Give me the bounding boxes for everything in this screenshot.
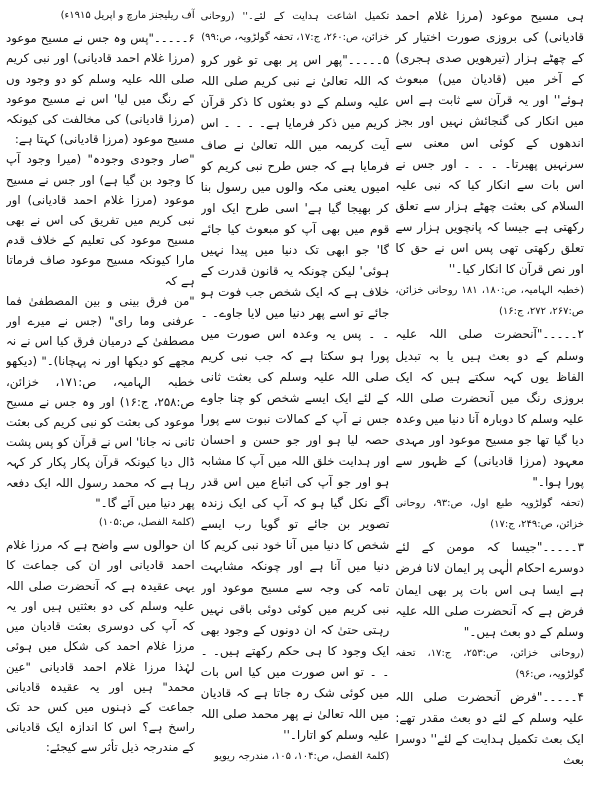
column-left <box>6 6 195 794</box>
column-middle <box>201 6 390 794</box>
reference-citation: (تحفہ گولڑویہ طبع اول، ص:۹۳، روحانی خزائن، ص:۲۴۹، ج:۱۷) <box>395 498 584 531</box>
text-paragraph: ۴۔۔۔۔۔"فرض آنحضرت صلی اللہ علیہ وسلم کے لئے دو بعث مقدر تھے: ایک بعث تکمیل ہدایت کے لئے'' دوسرا بعث <box>395 690 584 768</box>
reference-citation: (روحانی خزائن، ص:۲۵۳، ج:۱۷، تحفہ گولڑویہ، ص:۹۶) <box>395 647 584 680</box>
text-paragraph: ہی مسیح موعود (مرزا غلام احمد قادیانی) کی بروزی صورت اختیار کر کے چھٹے ہزار (تیرھویں صدی ہجری) کے آخر میں (قادیان میں) مبعوث ہوئے'' اور یہ قرآن سے ثابت ہے اس میں انکار کی گنجائش نہیں اور بجز اندھوں کے کوئی اس معنی سے سرنہیں پھیرتا۔ ۔ ۔ ۔ اور جس نے اس بات سے انکار کیا کہ نبی علیہ السلام کی بعثت چھٹے ہزار سے تعلق رکھتی ہے جیسا کہ پانچویں ہزار سے تعلق رکھتی تھی پس اس نے حق کا اور نص قرآن کا انکار کیا۔'' <box>395 9 584 277</box>
column-right <box>395 6 584 794</box>
text-paragraph: ۶۔۔۔۔۔"پس وہ جس نے مسیح موعود (مرزا غلام احمد قادیانی) اور نبی کریم صلی اللہ علیہ وسلم کو دو وجود وں کے رنگ میں لیا' اس نے مسیح موعود (مرزا قادیانی) کی مخالفت کی کیونکہ مسیح موعود (مرزا قادیانی) کہتا ہے: <box>5 31 195 147</box>
reference-citation: (کلمۃ الفصل، ص:۱۰۵) <box>98 517 195 529</box>
reference-citation: آف ریلیجنز مارچ و اپریل ۱۹۱۵ء) <box>60 10 195 21</box>
text-paragraph: "من فرق بینی و بین المصطفیٰ فما عرفنی وما رای" (جس نے میرے اور مصطفیٰ کے درمیان فرق کیا اس نے نہ مجھے کو دیکھا اور نہ پہچانا)۔" (دیکھو خطبہ الہامیہ، ص:۱۷۱، خزائن، ص:۲۵۸، ج:۱۶) اور وہ جس نے مسیح موعود کی بعثت کو نبی کریم کی بعثت ثانی نہ جانا' اس نے قرآن کو پس پشت ڈال دیا کیونکہ قرآن پکار پکار کر کہہ رہا ہے کہ محمد رسول اللہ ایک دفعہ پھر دنیا میں آئے گا۔" <box>5 293 195 510</box>
text-paragraph: ۲۔۔۔۔۔"آنحضرت صلی اللہ علیہ وسلم کے دو بعث ہیں یا بہ تبدیل الفاظ یوں کہہ سکتے ہیں کہ ایک بروزی رنگ میں آنحضرت صلی اللہ علیہ وسلم کا دوبارہ آنا دنیا میں وعدہ دیا گیا تھا جو مسیح موعود اور مہدی معہود (مرزا قادیانی) کے ظہور سے پورا ہوا۔" <box>395 327 584 490</box>
text-paragraph: ۳۔۔۔۔۔"جیسا کہ مومن کے لئے دوسرے احکام الٰہی پر ایمان لانا فرض ہے ایسا ہی اس بات پر بھی ایمان فرض ہے کہ آنحضرت صلی اللہ علیہ وسلم کے دو بعث ہیں۔" <box>395 540 584 639</box>
reference-citation: (خطبہ الہامیہ، ص:۱۸۰، ۱۸۱ روحانی خزائن، ص:۲۶۷، ۲۷۲، ج:۱۶) <box>395 285 584 318</box>
text-paragraph: ۵۔۔۔۔۔"پھر اس پر بھی تو غور کرو کہ اللہ تعالیٰ نے نبی کریم صلی اللہ علیہ وسلم کے دو بعثوں کا ذکر قرآن کریم میں ذکر فرمایا ہے۔ ۔ ۔ ۔ اس آیت کریمہ میں اللہ تعالیٰ نے صاف فرمایا ہے کہ جس طرح نبی کریم کو امیوں یعنی مکہ والوں میں رسول بنا کر بھیجا گیا ہے' اسی طرح ایک اور قوم میں بھی آپ کو مبعوث کیا جائے گا' جو ابھی تک دنیا میں پیدا نہیں ہوئی' لیکن چونکہ یہ قانون قدرت کے خلاف ہے کہ ایک شخص جب فوت ہو جائے تو اسے پھر دنیا میں لایا جاوے۔ ۔ ۔ ۔ پس یہ وعدہ اس صورت میں پورا ہو سکتا ہے کہ جب نبی کریم صلی اللہ علیہ وسلم کی بعثت ثانی کے لئے ایک ایسے شخص کو چنا جاوے جس نے آپ کے کمالات نبوت سے پورا حصہ لیا ہو اور جو حسن و احسان اور ہدایت خلق اللہ میں آپ کا مشابہ ہو اور جو آپ کی اتباع میں اس قدر آگے نکل گیا ہو کہ آپ کی ایک زندہ تصویر بن جائے تو گویا رب ایسے شخص کا دنیا میں آنا خود نبی کریم کا دنیا میں آنا ہے اور چونکہ مشابہت تامہ کی وجہ سے مسیح موعود اور نبی کریم میں کوئی دوئی باقی نہیں رہتی حتیٰ کہ ان دونوں کے وجود بھی ایک وجود کا ہی حکم رکھتے ہیں۔ ۔ ۔ ۔ تو اس صورت میں کیا اس بات میں کوئی شک رہ جاتا ہے کہ قادیان میں اللہ تعالیٰ نے پھر محمد صلی اللہ علیہ وسلم کو اتارا۔'' <box>200 53 390 743</box>
text-paragraph: "صار وجودی وجودہ" (میرا وجود آپ کا وجود بن گیا ہے) اور جس نے مسیح موعود (مرزا غلام احمد قادیانی) اور نبی کریم میں تفریق کی اس نے بھی مسیح موعود کی تعلیم کے خلاف قدم مارا کیونکہ مسیح موعود صاف فرماتا ہے کہ <box>5 152 195 288</box>
reference-citation: تکمیل اشاعت ہدایت کے لئے۔'' (روحانی خزائن، ص:۲۶۰، ج:۱۷، تحفہ گولڑویہ، ص:۹۹) <box>200 11 390 44</box>
reference-citation: (کلمۃ الفصل، ص:۱۰۴، ۱۰۵، مندرجہ ریویو <box>214 751 390 763</box>
text-paragraph: ان حوالوں سے واضح ہے کہ مرزا غلام احمد قادیانی اور ان کی جماعت کا یہی عقیدہ ہے کہ آنحضرت صلی اللہ علیہ وسلم کی دو بعثتیں ہیں اور یہ کہ آپ کی دوسری بعثت قادیان میں مرزا غلام احمد کی شکل میں ہوئی لہٰذا مرزا غلام احمد قادیانی "عین محمد" ہیں اور یہ عقیدہ قادیانی جماعت کے ذہنوں میں کس حد تک راسخ ہے؟ اس کا اندازہ ایک قادیانی کے مندرجہ ذیل تأثر سے کیجئے: <box>5 538 195 755</box>
